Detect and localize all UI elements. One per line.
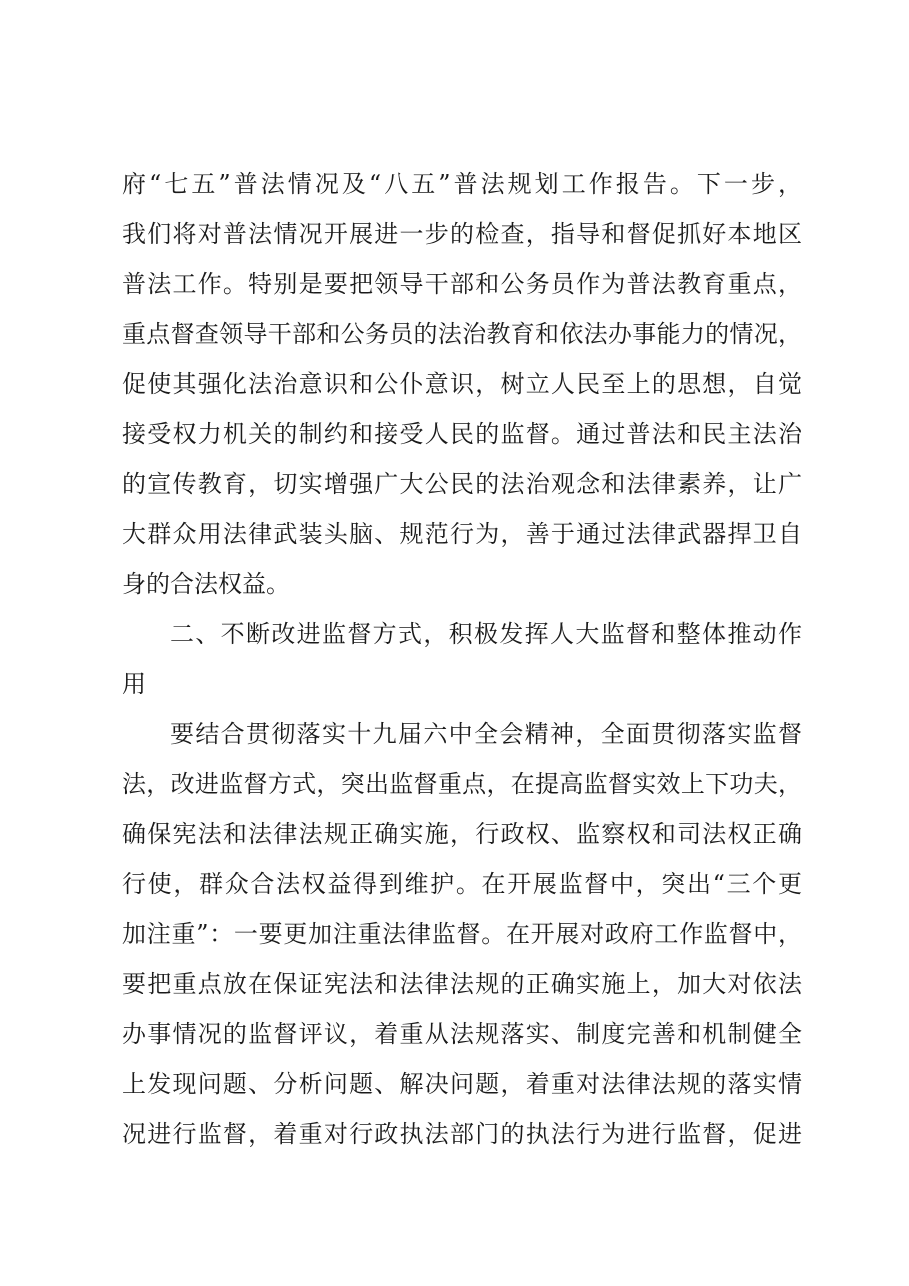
text-line: 大群众用法律武装头脑、规范行为，善于通过法律武器捍卫自 (122, 520, 802, 548)
text-line: 重点督查领导干部和公务员的法治教育和依法办事能力的情况， (122, 320, 802, 348)
text-line: 法，改进监督方式，突出监督重点，在提高监督实效上下功夫， (122, 770, 802, 798)
text-line: 接受权力机关的制约和接受人民的监督。通过普法和民主法治 (122, 420, 802, 448)
text-line: 要结合贯彻落实十九届六中全会精神，全面贯彻落实监督 (170, 720, 802, 748)
text-line: 办事情况的监督评议，着重从法规落实、制度完善和机制健全 (122, 1020, 802, 1048)
text-line: 促使其强化法治意识和公仆意识，树立人民至上的思想，自觉 (122, 370, 802, 398)
text-line: 我们将对普法情况开展进一步的检查，指导和督促抓好本地区 (122, 220, 802, 248)
text-line: 要把重点放在保证宪法和法律法规的正确实施上，加大对依法 (122, 970, 802, 998)
text-line: 加注重”：一要更加注重法律监督。在开展对政府工作监督中， (122, 920, 802, 948)
text-line: 确保宪法和法律法规正确实施，行政权、监察权和司法权正确 (122, 820, 802, 848)
text-line: 普法工作。特别是要把领导干部和公务员作为普法教育重点， (122, 270, 802, 298)
text-line: 府“七五”普法情况及“八五”普法规划工作报告。下一步， (122, 170, 802, 198)
text-line: 上发现问题、分析问题、解决问题，着重对法律法规的落实情 (122, 1070, 802, 1098)
section-heading-line: 二、不断改进监督方式，积极发挥人大监督和整体推动作 (170, 620, 802, 648)
text-line: 况进行监督，着重对行政执法部门的执法行为进行监督，促进 (122, 1120, 802, 1148)
section-heading-line: 用 (122, 670, 146, 698)
text-line: 的宣传教育，切实增强广大公民的法治观念和法律素养，让广 (122, 470, 802, 498)
text-line: 行使，群众合法权益得到维护。在开展监督中，突出“三个更 (122, 870, 802, 898)
text-line: 身的合法权益。 (122, 570, 290, 598)
